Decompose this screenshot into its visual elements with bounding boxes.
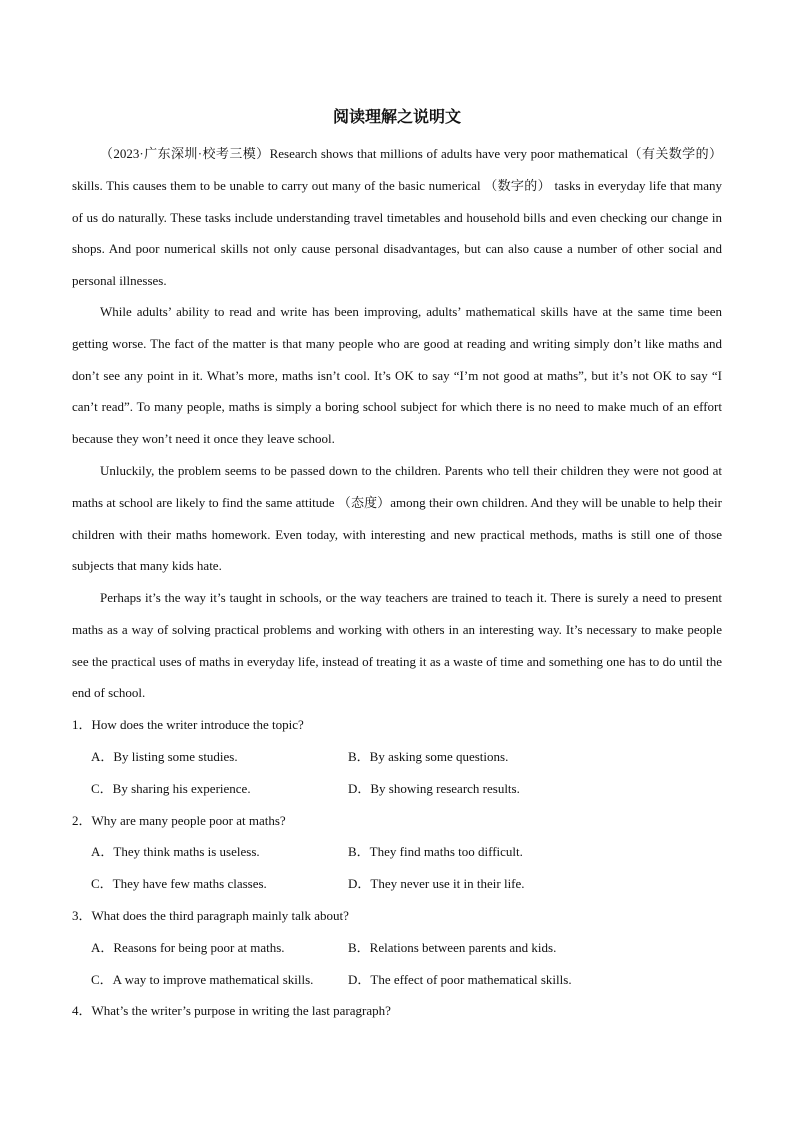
passage-paragraph-1: （2023·广东深圳·校考三模）Research shows that millions of adults have very poor mathematical（有关数学的） skills. This causes them to be unable to carry out many of the basic numerical （数字的） tasks in everyday life that many of us do naturally. These tasks include understanding travel timetables and household bills and even checking our change in shops. And poor numerical skills not only cause personal disadvantages, but can also cause a number of other social and personal illnesses. (72, 146, 722, 289)
passage-paragraph-3: Unluckily, the problem seems to be passed down to the children. Parents who tell their children they were not good at maths at school are likely to find the same attitude （态度）among their own children. And they will be unable to help their children with their maths homework. Even today, with interesting and new practical methods, maths is still one of those subjects that many kids hate. (72, 463, 722, 574)
question-3-option-c: C．A way to improve mathematical skills. (91, 972, 314, 987)
question-2-option-d: D．They never use it in their life. (348, 876, 525, 891)
question-1-option-c: C．By sharing his experience. (91, 781, 251, 796)
question-2-option-c: C．They have few maths classes. (91, 876, 267, 891)
question-4-stem: 4．What’s the writer’s purpose in writing the last paragraph? (72, 1003, 391, 1018)
page-title: 阅读理解之说明文 (332, 107, 461, 126)
passage-paragraph-4: Perhaps it’s the way it’s taught in schools, or the way teachers are trained to teach it. There is surely a need to present maths as a way of solving practical problems and working with others in an interesting way. It’s necessary to make people see the practical uses of maths in everyday life, instead of treating it as a waste of time and something one has to do until the end of school. (72, 590, 722, 701)
question-1-option-d: D．By showing research results. (348, 781, 520, 796)
question-3-option-a: A．Reasons for being poor at maths. (91, 940, 285, 955)
passage-paragraph-2: While adults’ ability to read and write has been improving, adults’ mathematical skills have at the same time been getting worse. The fact of the matter is that many people who are good at reading and writing simply don’t like maths and don’t see any point in it. What’s more, maths isn’t cool. It’s OK to say “I’m not good at maths”, but it’s not OK to say “I can’t read”. To many people, maths is simply a boring school subject for which there is no need to make much of an effort because they won’t need it once they leave school. (72, 304, 722, 447)
question-1-stem: 1．How does the writer introduce the topic? (72, 717, 304, 732)
question-2-option-b: B．They find maths too difficult. (348, 844, 523, 859)
question-3-option-b: B．Relations between parents and kids. (348, 940, 557, 955)
question-1-option-a: A．By listing some studies. (91, 749, 238, 764)
question-3-option-d: D．The effect of poor mathematical skills. (348, 972, 572, 987)
question-1-option-b: B．By asking some questions. (348, 749, 509, 764)
question-2-stem: 2．Why are many people poor at maths? (72, 813, 286, 828)
question-2-option-a: A．They think maths is useless. (91, 844, 260, 859)
question-3-stem: 3．What does the third paragraph mainly talk about? (72, 908, 349, 923)
